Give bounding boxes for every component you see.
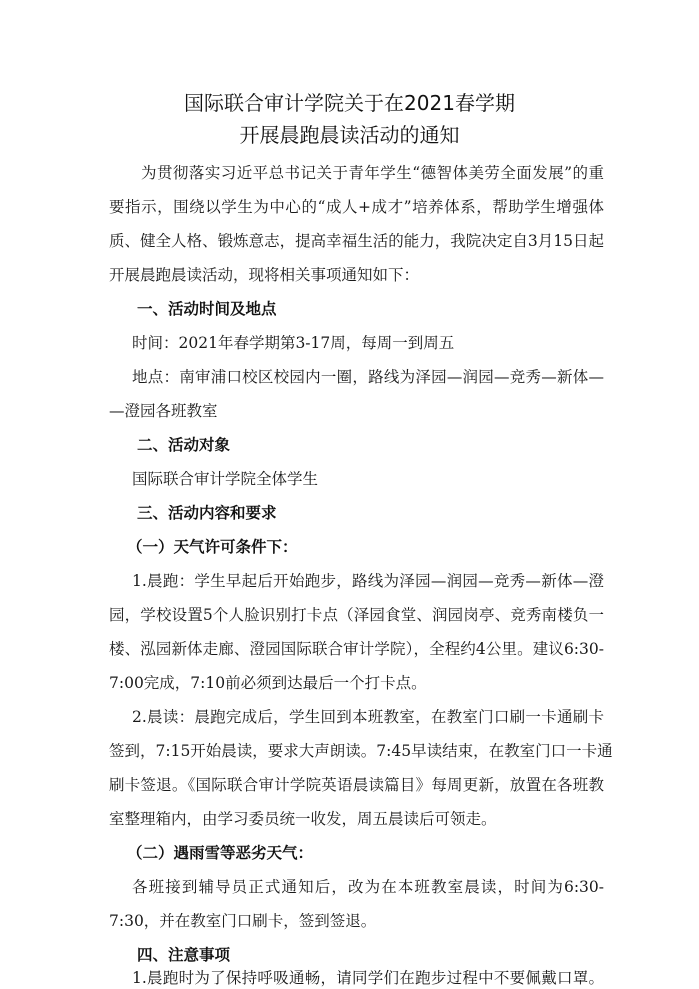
section-1-location-line-2: —澄园各班教室 <box>109 402 218 420</box>
document-title-line-2: 开展晨跑晨读活动的通知 <box>239 123 460 147</box>
read-line-2: 签到，7:15开始晨读，要求大声朗读。7:45早读结束，在教室门口一卡通 <box>109 742 613 760</box>
section-2-heading: 二、活动对象 <box>137 436 231 454</box>
section-3-sub2-heading: （二）遇雨雪等恶劣天气： <box>127 844 314 862</box>
section-1-time: 时间：2021年春学期第3-17周，每周一到周五 <box>132 334 455 352</box>
rain-line-1: 各班接到辅导员正式通知后，改为在本班教室晨读，时间为6:30- <box>132 878 604 896</box>
run-line-3: 楼、泓园新体走廊、澄园国际联合审计学院），全程约4公里。建议6:30- <box>109 640 604 658</box>
section-1-heading: 一、活动时间及地点 <box>137 300 277 318</box>
document-title-line-1: 国际联合审计学院关于在2021春学期 <box>184 91 515 115</box>
intro-line-4: 开展晨跑晨读活动，现将相关事项通知如下： <box>109 266 420 284</box>
section-4-item-1: 1.晨跑时为了保持呼吸通畅，请同学们在跑步过程中不要佩戴口罩。 <box>132 969 604 987</box>
run-line-1: 1.晨跑：学生早起后开始跑步，路线为泽园—润园—竞秀—新体—澄 <box>132 572 604 590</box>
run-line-2: 园，学校设置5个人脸识别打卡点（泽园食堂、润园岗亭、竞秀南楼负一 <box>109 606 604 624</box>
read-line-1: 2.晨读：晨跑完成后，学生回到本班教室，在教室门口刷一卡通刷卡 <box>132 708 604 726</box>
run-line-4: 7:00完成，7:10前必须到达最后一个打卡点。 <box>109 674 427 692</box>
read-line-4: 室整理箱内，由学习委员统一收发，周五晨读后可领走。 <box>109 810 497 828</box>
read-line-3: 刷卡签退。《国际联合审计学院英语晨读篇目》每周更新，放置在各班教 <box>109 776 604 794</box>
intro-line-1: 为贯彻落实习近平总书记关于青年学生“德智体美劳全面发展”的重 <box>141 164 604 182</box>
section-2-target: 国际联合审计学院全体学生 <box>132 470 319 488</box>
section-1-location-line-1: 地点：南审浦口校区校园内一圈，路线为泽园—润园—竞秀—新体— <box>132 368 604 386</box>
section-3-sub1-heading: （一）天气许可条件下： <box>127 538 298 556</box>
section-4-heading: 四、注意事项 <box>137 946 231 964</box>
section-3-heading: 三、活动内容和要求 <box>137 504 277 522</box>
intro-line-3: 质、健全人格、锻炼意志，提高幸福生活的能力，我院决定自3月15日起 <box>109 232 604 250</box>
intro-line-2: 要指示，围绕以学生为中心的“成人+成才”培养体系，帮助学生增强体 <box>109 198 604 216</box>
rain-line-2: 7:30，并在教室门口刷卡，签到签退。 <box>109 912 377 930</box>
